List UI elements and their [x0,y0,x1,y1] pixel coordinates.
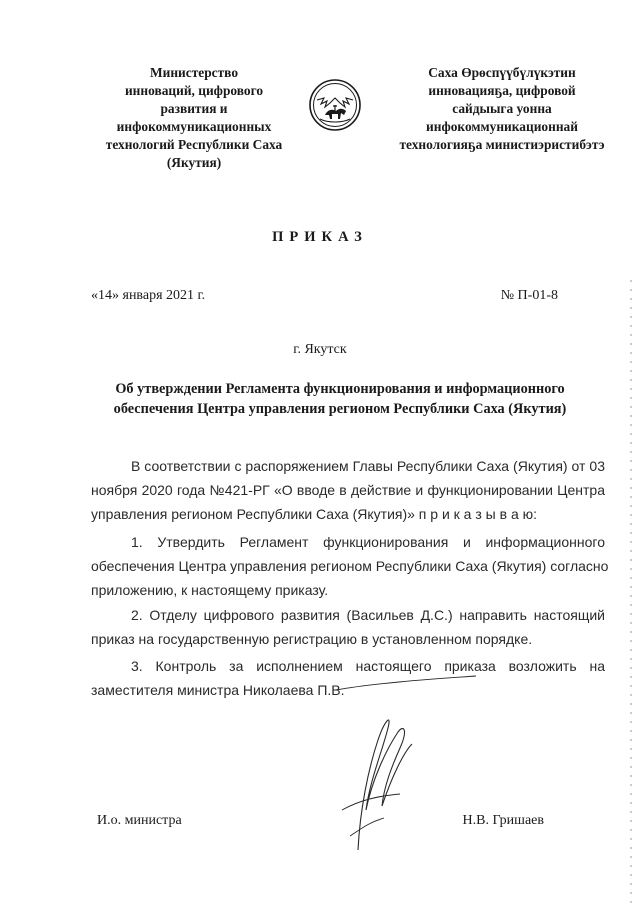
body-line: 3. Контроль за исполнением настоящего приказа возложить на [131,658,605,674]
order-city: г. Якутск [293,342,347,357]
body-line: 2. Отделу цифрового развития (Васильев Д.С.) направить настоящий [131,607,605,623]
header-right-line: инфокоммуникационнай [426,119,578,134]
header-left-line: инноваций, цифрового [124,83,264,98]
body-line: приказ на государственную регистрацию в установленном порядке. [91,631,533,647]
body-line: 1. Утвердить Регламент функционирования и информационного [131,534,605,550]
header-right-ministry-name [378,64,626,154]
body-line: В соответствии с распоряжением Главы Республики Саха (Якутия) от 03 [131,458,605,474]
scan-edge-artifact [626,0,636,905]
handwritten-signature-icon [300,660,480,860]
signatory-position: И.о. министра [97,813,182,828]
signatory-name: Н.В. Гришаев [462,813,544,828]
order-number: № П-01-8 [500,288,558,303]
header-right-line: Саха Өрөспүүбүлүкэтин [428,65,576,80]
subject-line: Об утверждении Регламента функционирования и информационного [115,381,565,397]
body-line: ноября 2020 года №421-РГ «О вводе в действие и функционировании Центра [91,482,605,498]
header-left-line: технологий Республики Саха [105,137,283,152]
paragraph-item-1 [91,530,609,602]
document-title: ПРИКАЗ [272,229,368,245]
paragraph-preamble [91,454,605,526]
header-left-line: Министерство [149,65,239,80]
header-right-line: технологияҕа министиэристибэтэ [399,137,605,152]
paragraph-item-2 [91,603,605,651]
body-line: заместителя министра Николаева П.В. [91,682,345,698]
header-left-line: инфокоммуникационных [116,119,272,134]
body-line: обеспечения Центра управления регионом Республики Саха (Якутия) согласно [91,558,609,574]
body-line: управления регионом Республики Саха (Якутия)» п р и к а з ы в а ю: [91,506,538,522]
coat-of-arms-emblem-icon [308,78,362,132]
subject-line: обеспечения Центра управления регионом Республики Саха (Якутия) [113,401,567,417]
header-right-line: инновацияҕа, цифровой [428,83,576,98]
header-left-ministry-name [96,64,292,172]
header-left-line: (Якутия) [166,155,222,170]
header-right-line: сайдыыга уонна [452,101,552,116]
order-subject [80,379,600,419]
order-date: «14» января 2021 г. [91,288,206,303]
body-line: приложению, к настоящему приказу. [91,582,329,598]
header-left-line: развития и [160,101,228,116]
